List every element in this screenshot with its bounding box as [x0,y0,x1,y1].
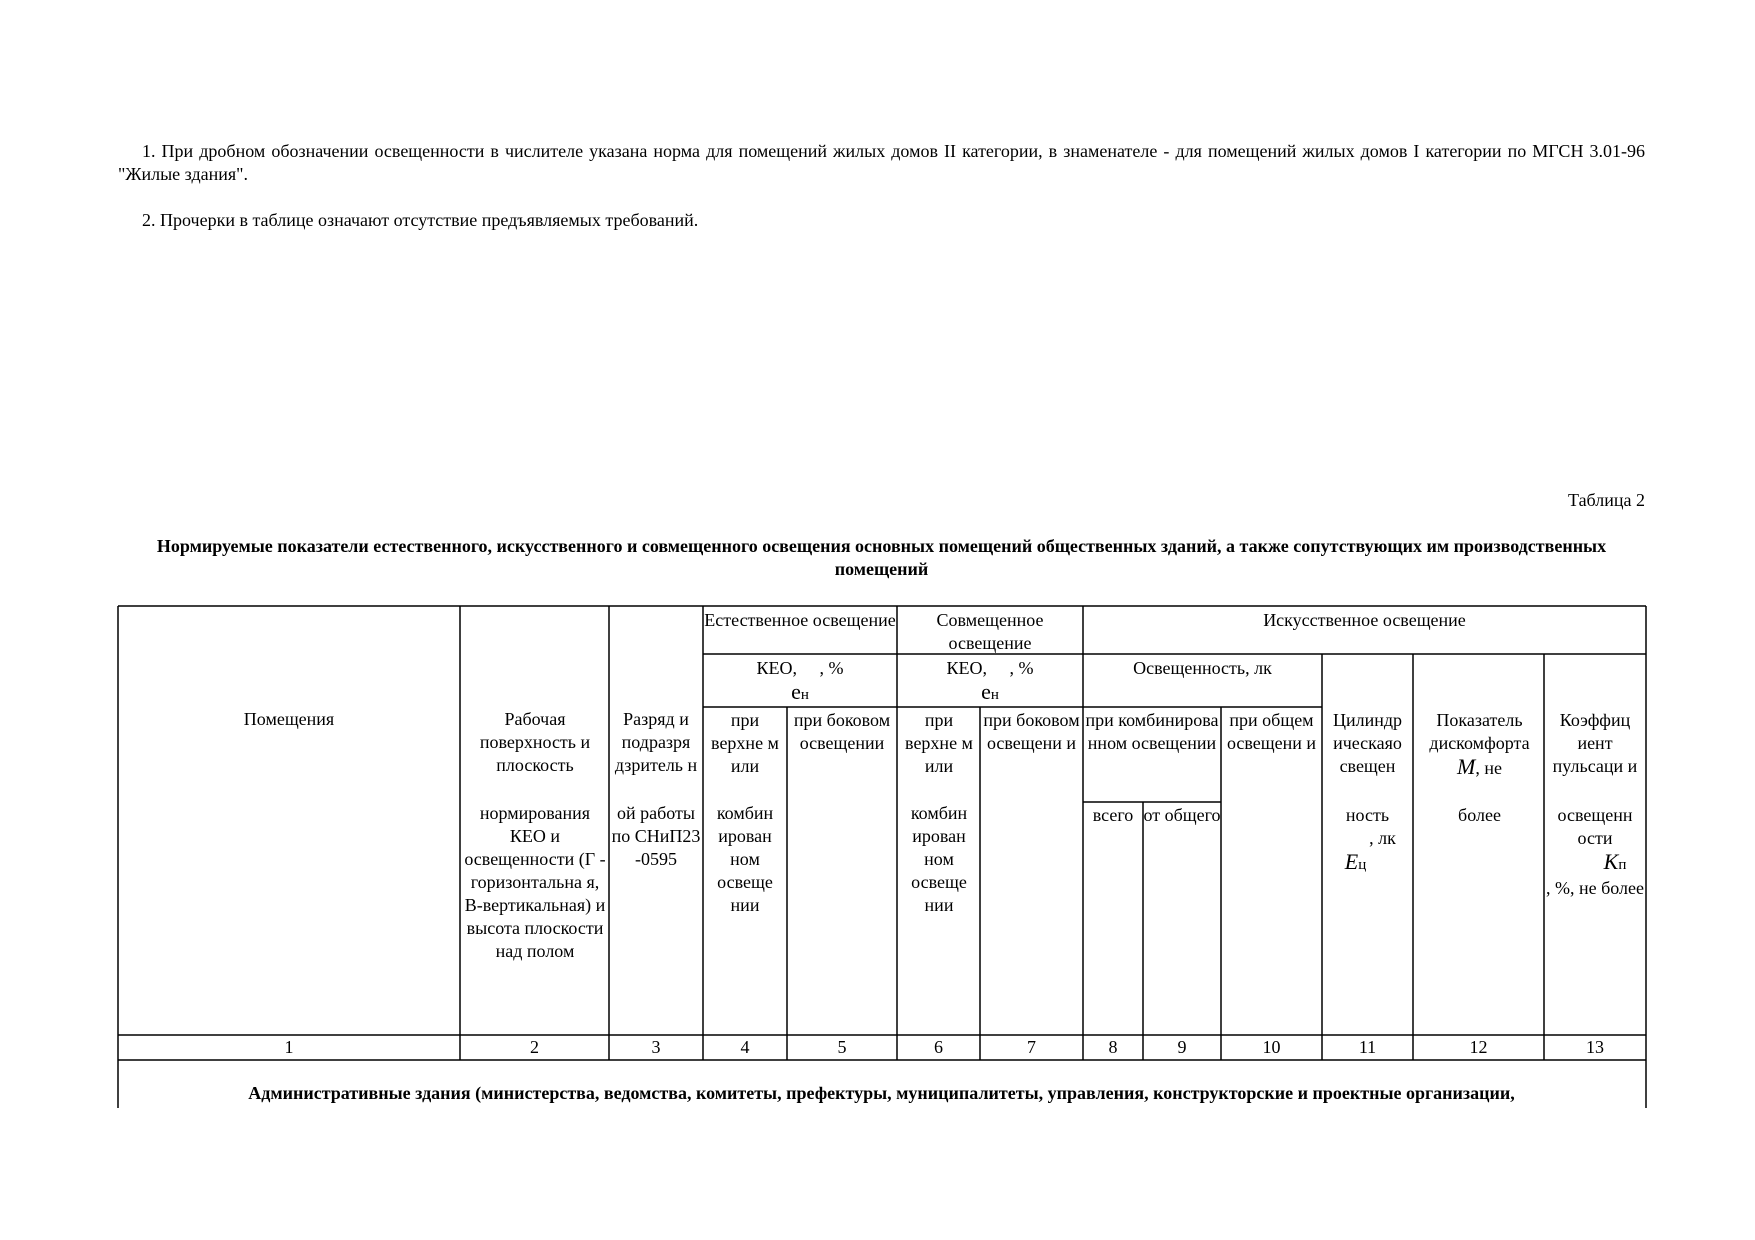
col-number-11: 11 [1358,1037,1377,1057]
header-work-surface-bottom: нормирования КЕО и освещенности (Г - горизонтальна я, В-вертикальная) и высота плоскости над полом [464,803,606,961]
header-combined-top-lit-b: комбин ирован ном освеще нии [910,803,968,915]
pulsation-unit: , %, не более [1546,878,1644,898]
notes [118,140,1645,255]
header-combined-side-lit: при боковом освещени и [983,710,1080,753]
header-total: всего [1092,805,1134,825]
header-keo-combined [897,657,1083,707]
table-number: Таблица 2 [1568,490,1645,510]
col-number-9: 9 [1177,1037,1187,1057]
keo-label: КЕО, [756,658,797,678]
header-natural-lighting: Естественное освещение [704,610,896,630]
pulsation-symbol: K [1603,849,1619,874]
keo-unit: , % [1009,658,1034,678]
header-cylindrical-bottom [1324,804,1411,877]
header-natural-top-lit-b: комбин ирован ном освеще нии [716,803,774,915]
header-general-lighting: при общем освещени и [1226,710,1317,753]
note-1: 1. При дробном обозначении освещенности в числителе указана норма для помещений жилых домов II категории, в знаменателе - для помещений жилых домов I категории по МГСН 3.01-96 "Жилые здания". [118,141,1645,184]
col-number-6: 6 [934,1037,943,1057]
col-number-5: 5 [837,1037,847,1057]
keo-label: КЕО, [946,658,987,678]
en-symbol: е [791,679,801,704]
col-number-10: 10 [1262,1037,1281,1057]
col-number-8: 8 [1108,1037,1118,1057]
pulsation-subscript: п [1618,857,1627,873]
header-combined-lighting-system: при комбинирова нном освещении [1085,710,1219,753]
section-title: Административные здания (министерства, ведомства, комитеты, префектуры, муниципалитеты, управления, конструкторские и проектные организации, [248,1083,1515,1103]
cylindrical-label: ность [1345,805,1390,825]
col-number-12: 12 [1469,1037,1488,1057]
header-pulsation-bottom [1546,804,1644,900]
table-title: Нормируемые показатели естественного, искусственного и совмещенного освещения основных помещений общественных зданий, а также сопутствующих им производственных помещений [156,536,1607,579]
col-number-3: 3 [651,1037,661,1057]
discomfort-symbol: M [1457,754,1476,779]
header-natural-side-lit: при боковом освещении [793,710,891,753]
header-combined-top-lit-a: при верхне м или [905,710,973,776]
cylindrical-symbol: E [1344,849,1359,874]
pulsation-label: освещенн ости [1557,805,1633,848]
col-number-1: 1 [284,1037,294,1057]
header-artificial-lighting: Искусственное освещение [1263,610,1466,630]
cylindrical-unit: , лк [1369,828,1396,848]
header-discomfort-bottom: более [1458,805,1501,825]
cylindrical-subscript: ц [1358,857,1367,873]
discomfort-label: Показатель дискомфорта [1429,710,1530,753]
header-combined-lighting: Совмещенное освещение [936,610,1044,653]
header-visual-category-bottom: ой работы по СНиП23 -0595 [611,803,701,869]
header-natural-top-lit-a: при верхне м или [711,710,779,776]
header-illuminance: Освещенность, лк [1133,658,1272,678]
col-number-2: 2 [530,1037,539,1057]
header-cylindrical-top: Цилиндр ическаяо свещен [1332,710,1403,776]
col-number-4: 4 [740,1037,750,1057]
col-number-7: 7 [1027,1037,1036,1057]
header-rooms: Помещения [243,709,335,729]
header-visual-category-top: Разряд и подразря дзритель н [614,709,698,775]
col-number-13: 13 [1586,1037,1604,1057]
header-discomfort-top [1415,709,1544,780]
discomfort-unit: , не [1475,758,1502,778]
en-symbol: е [981,679,991,704]
en-subscript: н [990,687,999,703]
header-work-surface-top: Рабочая поверхность и плоскость [479,709,591,775]
header-pulsation-top: Коэффиц иент пульсаци и [1552,710,1638,776]
header-keo-natural [703,657,897,707]
note-2: 2. Прочерки в таблице означают отсутствие предъявляемых требований. [142,210,699,230]
keo-unit: , % [819,658,844,678]
en-subscript: н [800,687,809,703]
header-of-general: от общего [1143,805,1221,825]
